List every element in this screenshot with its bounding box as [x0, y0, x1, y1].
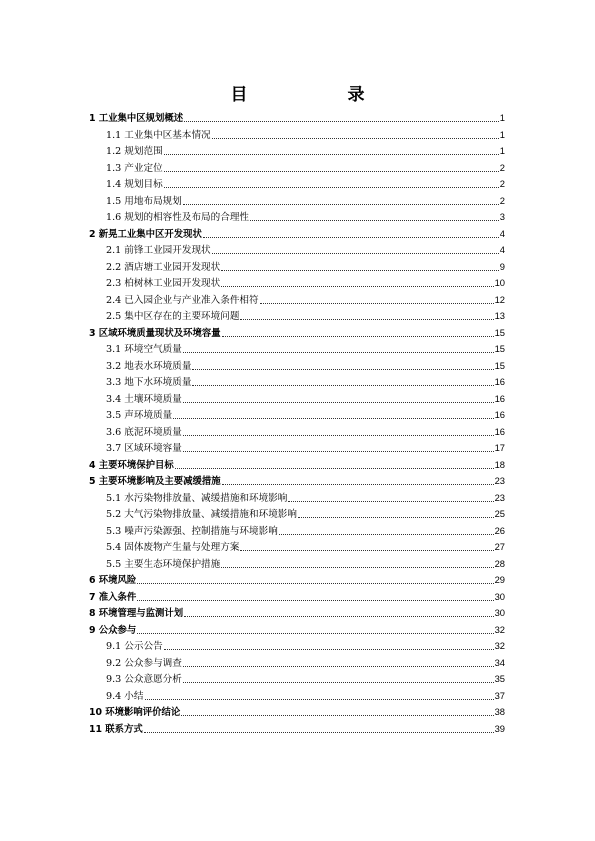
toc-page-number: 30: [494, 607, 505, 618]
toc-chapter-entry[interactable]: [89, 622, 505, 639]
toc-entry-label: 2 新晃工业集中区开发现状: [89, 228, 202, 240]
toc-page-number: 1: [499, 128, 505, 140]
toc-page-number: 38: [494, 706, 505, 717]
toc-leader-dots: [279, 525, 494, 535]
toc-leader-dots: [173, 409, 493, 419]
toc-page-number: 9: [499, 260, 505, 272]
toc-section-entry[interactable]: [89, 242, 505, 259]
toc-section-entry[interactable]: [89, 275, 505, 292]
toc-section-entry[interactable]: [89, 407, 505, 424]
toc-leader-dots: [288, 492, 493, 502]
toc-leader-dots: [183, 426, 494, 436]
toc-leader-dots: [137, 591, 493, 601]
toc-page-number: 25: [494, 508, 505, 519]
toc-entry-label: 2.1 前锋工业园开发现状: [106, 245, 211, 256]
toc-page-number: 37: [494, 689, 505, 701]
toc-chapter-entry[interactable]: [89, 473, 505, 490]
toc-section-entry[interactable]: [89, 341, 505, 358]
toc-page-number: 2: [499, 178, 505, 189]
toc-chapter-entry[interactable]: [89, 589, 505, 606]
toc-leader-dots: [183, 393, 494, 403]
toc-leader-dots: [183, 657, 494, 667]
toc-entry-label: 8 环境管理与监测计划: [89, 608, 184, 619]
toc-section-entry[interactable]: [89, 160, 505, 177]
toc-entry-label: 3 区域环境质量现状及环境容量: [89, 327, 221, 339]
toc-leader-dots: [192, 376, 493, 386]
toc-chapter-entry[interactable]: [89, 721, 505, 738]
toc-page-number: 15: [494, 343, 505, 354]
table-of-contents: [89, 110, 505, 737]
toc-section-entry[interactable]: [89, 638, 505, 655]
toc-leader-dots: [221, 558, 493, 568]
toc-entry-label: 4 主要环境保护目标: [89, 459, 174, 471]
toc-leader-dots: [145, 690, 494, 700]
toc-section-entry[interactable]: [89, 193, 505, 210]
toc-entry-label: 2.4 已入园企业与产业准入条件相符: [106, 294, 259, 306]
toc-page-number: 18: [494, 458, 505, 470]
toc-page-number: 10: [494, 277, 505, 288]
toc-leader-dots: [164, 640, 494, 650]
toc-entry-label: 5 主要环境影响及主要减缓措施: [89, 476, 221, 487]
toc-leader-dots: [221, 277, 493, 287]
toc-entry-label: 3.6 底泥环境质量: [106, 426, 182, 438]
toc-leader-dots: [184, 607, 493, 617]
toc-section-entry[interactable]: [89, 143, 505, 160]
toc-page-number: 16: [494, 409, 505, 420]
toc-page-number: 28: [494, 557, 505, 569]
toc-page-number: 13: [494, 310, 505, 321]
toc-page-number: 1: [499, 112, 505, 123]
toc-entry-label: 1.4 规划目标: [106, 179, 163, 190]
toc-section-entry[interactable]: [89, 292, 505, 309]
toc-page-number: 3: [499, 211, 505, 222]
toc-entry-label: 5.2 大气污染物排放量、减缓措施和环境影响: [106, 509, 297, 520]
toc-section-entry[interactable]: [89, 424, 505, 441]
toc-page-number: 34: [494, 656, 505, 668]
toc-entry-label: 3.3 地下水环境质量: [106, 377, 192, 388]
toc-leader-dots: [221, 261, 499, 271]
toc-page-number: 4: [499, 244, 505, 255]
toc-chapter-entry[interactable]: [89, 605, 505, 622]
toc-chapter-entry[interactable]: [89, 704, 505, 721]
toc-section-entry[interactable]: [89, 391, 505, 408]
toc-chapter-entry[interactable]: [89, 572, 505, 589]
toc-page-number: 16: [494, 376, 505, 387]
toc-entry-label: 6 环境风险: [89, 575, 137, 586]
toc-section-entry[interactable]: [89, 688, 505, 705]
toc-entry-label: 2.2 酒店塘工业园开发现状: [106, 261, 221, 273]
toc-section-entry[interactable]: [89, 176, 505, 193]
toc-page-number: 4: [499, 227, 505, 239]
toc-page-number: 12: [494, 293, 505, 305]
toc-entry-label: 3.7 区域环境容量: [106, 443, 182, 454]
toc-entry-label: 9 公众参与: [89, 624, 137, 636]
toc-leader-dots: [164, 162, 499, 172]
toc-chapter-entry[interactable]: [89, 226, 505, 243]
toc-entry-label: 1.6 规划的相容性及布局的合理性: [106, 212, 250, 223]
toc-entry-label: 5.5 主要生态环境保护措施: [106, 558, 221, 570]
toc-page-number: 2: [499, 194, 505, 206]
toc-page-number: 1: [499, 145, 505, 156]
toc-page-number: 16: [494, 392, 505, 404]
toc-entry-label: 3.2 地表水环境质量: [106, 360, 192, 372]
toc-leader-dots: [222, 327, 494, 337]
toc-entry-label: 7 准入条件: [89, 591, 137, 603]
toc-entry-label: 5.3 噪声污染源强、控制措施与环境影响: [106, 525, 278, 537]
toc-page-number: 39: [494, 722, 505, 734]
toc-section-entry[interactable]: [89, 506, 505, 523]
toc-page-number: 2: [499, 161, 505, 173]
toc-entry-label: 5.4 固体废物产生量与处理方案: [106, 542, 240, 553]
toc-leader-dots: [164, 145, 499, 155]
toc-entry-label: 2.5 集中区存在的主要环境问题: [106, 311, 240, 322]
toc-leader-dots: [260, 294, 494, 304]
toc-leader-dots: [184, 112, 499, 122]
page-title: 目 录: [230, 85, 387, 105]
toc-section-entry[interactable]: [89, 655, 505, 672]
toc-section-entry[interactable]: [89, 671, 505, 688]
toc-page-number: 15: [494, 326, 505, 338]
toc-leader-dots: [250, 211, 499, 221]
toc-leader-dots: [137, 624, 493, 634]
toc-page-number: 23: [494, 475, 505, 486]
toc-entry-label: 5.1 水污染物排放量、减缓措施和环境影响: [106, 492, 288, 504]
toc-leader-dots: [164, 178, 499, 188]
toc-chapter-entry[interactable]: [89, 325, 505, 342]
toc-page-number: 17: [494, 442, 505, 453]
toc-leader-dots: [183, 343, 494, 353]
toc-leader-dots: [240, 310, 493, 320]
toc-page-number: 35: [494, 673, 505, 684]
toc-leader-dots: [183, 195, 499, 205]
toc-section-entry[interactable]: [89, 308, 505, 325]
toc-entry-label: 10 环境影响评价结论: [89, 707, 181, 718]
toc-page-number: 27: [494, 541, 505, 552]
toc-section-entry[interactable]: [89, 209, 505, 226]
toc-page-number: 16: [494, 425, 505, 437]
toc-entry-label: 1.2 规划范围: [106, 146, 163, 157]
toc-page-number: 32: [494, 640, 505, 651]
toc-chapter-entry[interactable]: [89, 457, 505, 474]
toc-page-number: 26: [494, 524, 505, 536]
toc-section-entry[interactable]: [89, 259, 505, 276]
toc-page-number: 32: [494, 623, 505, 635]
toc-leader-dots: [298, 508, 494, 518]
toc-entry-label: 3.5 声环境质量: [106, 410, 173, 421]
toc-section-entry[interactable]: [89, 358, 505, 375]
toc-section-entry[interactable]: [89, 539, 505, 556]
toc-leader-dots: [181, 706, 493, 716]
toc-leader-dots: [137, 574, 493, 584]
toc-section-entry[interactable]: [89, 127, 505, 144]
toc-leader-dots: [175, 459, 494, 469]
toc-leader-dots: [203, 228, 499, 238]
toc-page-number: 23: [494, 491, 505, 503]
toc-entry-label: 9.3 公众意愿分析: [106, 674, 182, 685]
toc-entry-label: 2.3 柏树林工业园开发现状: [106, 278, 221, 289]
toc-entry-label: 1.1 工业集中区基本情况: [106, 129, 211, 141]
toc-leader-dots: [183, 673, 494, 683]
toc-leader-dots: [144, 723, 494, 733]
toc-entry-label: 3.4 土壤环境质量: [106, 393, 182, 405]
toc-entry-label: 1.3 产业定位: [106, 162, 163, 174]
toc-chapter-entry[interactable]: [89, 110, 505, 127]
toc-page-number: 29: [494, 574, 505, 585]
toc-section-entry[interactable]: [89, 374, 505, 391]
toc-entry-label: 9.1 公示公告: [106, 641, 163, 652]
toc-entry-label: 1 工业集中区规划概述: [89, 113, 184, 124]
toc-section-entry[interactable]: [89, 440, 505, 457]
toc-leader-dots: [240, 541, 493, 551]
toc-section-entry[interactable]: [89, 523, 505, 540]
toc-leader-dots: [212, 129, 499, 139]
toc-leader-dots: [183, 442, 494, 452]
toc-entry-label: 11 联系方式: [89, 723, 143, 735]
toc-section-entry[interactable]: [89, 490, 505, 507]
toc-leader-dots: [192, 360, 493, 370]
toc-section-entry[interactable]: [89, 556, 505, 573]
toc-page-number: 15: [494, 359, 505, 371]
toc-leader-dots: [212, 244, 499, 254]
toc-entry-label: 9.2 公众参与调查: [106, 657, 182, 669]
toc-entry-label: 1.5 用地布局规划: [106, 195, 182, 207]
toc-entry-label: 9.4 小结: [106, 690, 144, 702]
toc-page-number: 30: [494, 590, 505, 602]
toc-leader-dots: [222, 475, 494, 485]
toc-entry-label: 3.1 环境空气质量: [106, 344, 182, 355]
